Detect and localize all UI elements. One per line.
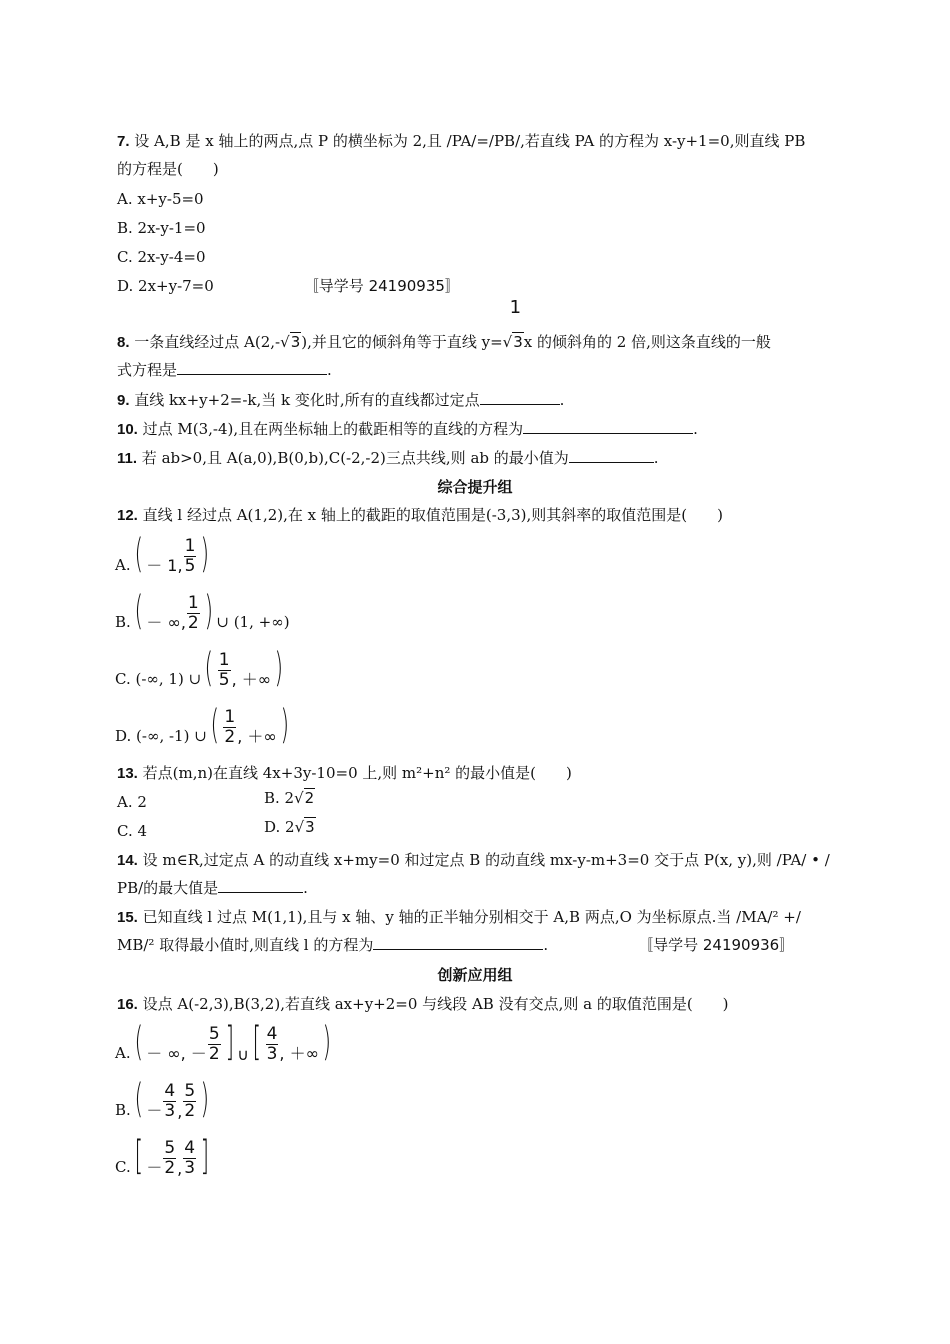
left-bracket: [ <box>252 1019 262 1065</box>
fraction-numerator: 4 <box>266 1024 278 1044</box>
fraction-numerator: 4 <box>184 1138 196 1158</box>
q8-answer-blank[interactable] <box>177 360 327 375</box>
fraction-numerator: 1 <box>187 593 199 613</box>
fraction-numerator: 4 <box>164 1081 176 1101</box>
q13-option-c: C. 4 <box>117 822 148 840</box>
comma: , <box>177 1102 183 1121</box>
q12-option-d-right: , ＋∞ <box>237 727 277 746</box>
q14-number: 14. <box>117 852 138 869</box>
fraction-numerator: 5 <box>184 1081 196 1101</box>
q12-option-c <box>115 646 287 690</box>
q12-option-b-fraction <box>187 594 200 633</box>
left-paren: ( <box>134 588 143 634</box>
q11-stem: 若 ab>0,且 A(a,0),B(0,b),C(-2,-2)三点共线,则 ab 的最小值为 <box>137 449 569 467</box>
q7-stem: 设 A,B 是 x 轴上的两点,点 P 的横坐标为 2,且 /PA/=/PB/,若直线 PA 的方程为 x-y+1=0,则直线 PB <box>129 132 806 150</box>
q10-number: 10. <box>117 421 138 438</box>
right-paren: ) <box>204 588 213 634</box>
q16-line <box>117 994 729 1015</box>
q9-line <box>117 390 564 411</box>
q12-option-d <box>115 703 292 747</box>
q15-stem: 已知直线 l 过点 M(1,1),且与 x 轴、y 轴的正半轴分别相交于 A,B 两点,O 为坐标原点.当 /MA/² +/ <box>137 908 801 926</box>
fraction-numerator: 1 <box>218 650 230 670</box>
right-paren: ) <box>200 531 210 577</box>
q14-line1 <box>117 850 830 871</box>
q12-option-a-fraction <box>184 537 197 576</box>
q16-option-c-fraction-1 <box>163 1139 176 1178</box>
q16-option-b-fraction-1 <box>163 1082 176 1121</box>
q16-option-a <box>115 1020 335 1064</box>
left-paren: ( <box>204 645 214 691</box>
q12-line <box>117 505 723 526</box>
q8-fraction <box>502 297 524 352</box>
q15-line1 <box>117 907 801 928</box>
q16-option-c <box>115 1134 213 1178</box>
fraction-denominator: 5 <box>184 556 196 576</box>
q8-line2-text: 式方程是 <box>117 361 178 379</box>
q13-option-b <box>264 788 315 808</box>
q15-line2-text: MB/² 取得最小值时,则直线 l 的方程为 <box>117 936 374 954</box>
q16-option-b-label: B. <box>115 1101 131 1119</box>
q16-option-c-label: C. <box>115 1158 131 1176</box>
left-paren: ( <box>134 1019 143 1065</box>
q13-stem: 若点(m,n)在直线 4x+3y-10=0 上,则 m²+n² 的最小值是( ) <box>137 764 572 782</box>
q16-number: 16. <box>117 996 138 1013</box>
fraction-denominator: 3 <box>164 1101 176 1121</box>
q8-end: . <box>327 361 332 379</box>
q10-stem: 过点 M(3,-4),且在两坐标轴上的截距相等的直线的方程为 <box>137 420 524 438</box>
q12-option-d-label: D. (-∞, -1) ∪ <box>115 727 207 745</box>
right-paren: ) <box>200 1076 210 1122</box>
q15-answer-blank[interactable] <box>373 935 543 950</box>
q10-answer-blank[interactable] <box>523 419 693 434</box>
q13-number: 13. <box>117 765 138 782</box>
q16-option-a-right: , ＋∞ <box>279 1044 319 1063</box>
q15-end: . <box>543 936 549 954</box>
left-paren: ( <box>134 531 143 577</box>
q13-option-d-sqrt: √3 <box>294 818 315 836</box>
q16-option-b-fraction-2 <box>183 1082 196 1121</box>
fraction-numerator: 5 <box>164 1138 176 1158</box>
q10-line <box>117 419 698 440</box>
fraction-numerator: 1 <box>224 707 236 727</box>
q12-stem: 直线 l 经过点 A(1,2),在 x 轴上的截距的取值范围是(-3,3),则其斜率的取值范围是( ) <box>137 506 723 524</box>
fraction-denominator: 2 <box>164 1158 176 1178</box>
q16-option-b <box>115 1077 213 1121</box>
fraction-numerator: 5 <box>208 1024 220 1044</box>
fraction-denominator: 2 <box>184 1101 196 1121</box>
q13-option-d <box>264 817 316 837</box>
q16-option-a-left: － ∞, － <box>146 1044 207 1063</box>
q7-line2: 的方程是( ) <box>117 160 219 178</box>
q8-fraction-num: 1 <box>509 297 522 318</box>
fraction-denominator: 3 <box>266 1044 278 1064</box>
q12-option-c-fraction <box>218 651 231 690</box>
q8-text-a: 一条直线经过点 A(2,- <box>129 333 281 351</box>
right-paren: ) <box>280 702 289 748</box>
q15-line2 <box>117 935 794 955</box>
q10-end: . <box>693 420 698 438</box>
q15-number: 15. <box>117 909 138 926</box>
q16-option-c-left: － <box>146 1158 163 1177</box>
q7-option-d-text: D. 2x+y-7=0 <box>117 277 214 295</box>
section-heading-2: 创新应用组 <box>437 966 513 984</box>
fraction-denominator: 3 <box>184 1158 196 1178</box>
q16-option-b-left: － <box>146 1101 163 1120</box>
q15-reference: 〚导学号 24190936〛 <box>638 936 795 954</box>
q11-answer-blank[interactable] <box>569 448 654 463</box>
q8-sqrt-b: √3 <box>502 333 523 351</box>
q11-line <box>117 448 659 469</box>
q14-stem: 设 m∈R,过定点 A 的动直线 x+my=0 和过定点 B 的动直线 mx-y-m+3=0 交于点 P(x, y),则 /PA/ • / <box>137 851 830 869</box>
q11-number: 11. <box>117 450 138 467</box>
q12-option-a-left: － 1, <box>146 556 183 575</box>
q12-option-c-right: , ＋∞ <box>231 670 272 689</box>
q9-answer-blank[interactable] <box>480 390 560 405</box>
q7-option-a: A. x+y-5=0 <box>117 190 204 208</box>
right-paren: ) <box>322 1019 332 1065</box>
right-bracket: ] <box>225 1019 234 1065</box>
q8-sqrt-a: √3 <box>280 333 301 351</box>
q7-number: 7. <box>117 133 130 150</box>
q9-end: . <box>559 391 565 409</box>
fraction-denominator: 2 <box>224 727 236 747</box>
q16-option-a-fraction-1 <box>208 1025 221 1064</box>
q8-text-c: x 的倾斜角的 2 倍,则这条直线的一般 <box>523 333 771 351</box>
q8-number: 8. <box>117 334 130 351</box>
q14-answer-blank[interactable] <box>218 878 303 893</box>
q12-option-c-label: C. (-∞, 1) ∪ <box>115 670 202 688</box>
comma: , <box>177 1159 183 1178</box>
q12-option-b-label: B. <box>115 613 131 631</box>
q16-option-a-fraction-2 <box>266 1025 279 1064</box>
fraction-denominator: 2 <box>208 1044 220 1064</box>
q12-option-b-tail: ∪ (1, +∞) <box>216 613 290 631</box>
left-paren: ( <box>134 1076 143 1122</box>
q11-end: . <box>653 449 659 467</box>
q7-option-b: B. 2x-y-1=0 <box>117 219 206 237</box>
q12-option-a-label: A. <box>115 556 131 574</box>
q14-line2 <box>117 878 308 898</box>
q8-text-b: ),并且它的倾斜角等于直线 y= <box>301 333 503 351</box>
q7-reference: 〚导学号 24190935〛 <box>303 277 460 295</box>
q16-option-c-fraction-2 <box>183 1139 196 1178</box>
q8-line2 <box>117 360 332 380</box>
q16-stem: 设点 A(-2,3),B(3,2),若直线 ax+y+2=0 与线段 AB 没有交点,则 a 的取值范围是( ) <box>137 995 729 1013</box>
q7-option-c: C. 2x-y-4=0 <box>117 248 206 266</box>
fraction-denominator: 2 <box>187 613 199 633</box>
q13-option-b-text: B. 2 <box>264 789 295 807</box>
q9-stem: 直线 kx+y+2=-k,当 k 变化时,所有的直线都过定点 <box>129 391 480 409</box>
left-bracket: [ <box>134 1133 143 1179</box>
section-heading-1: 综合提升组 <box>437 478 513 496</box>
q14-end: . <box>303 879 308 897</box>
q16-option-a-label: A. <box>115 1044 131 1062</box>
q12-option-b <box>115 589 290 633</box>
q13-option-b-sqrt: √2 <box>294 789 315 807</box>
left-paren: ( <box>210 702 219 748</box>
q12-option-a <box>115 532 213 576</box>
fraction-numerator: 1 <box>184 536 196 556</box>
q8-line1 <box>117 297 771 353</box>
q13-option-a: A. 2 <box>117 793 147 811</box>
q13-line <box>117 763 572 784</box>
q12-option-d-fraction <box>223 708 236 747</box>
q7-option-d <box>117 276 460 296</box>
right-bracket: ] <box>200 1133 210 1179</box>
q7-line1 <box>117 131 805 152</box>
q9-number: 9. <box>117 392 130 409</box>
q13-option-d-text: D. 2 <box>264 818 295 836</box>
q16-option-a-union: ∪ <box>237 1045 249 1064</box>
fraction-denominator: 5 <box>218 670 230 690</box>
right-paren: ) <box>274 645 284 691</box>
q12-number: 12. <box>117 507 138 524</box>
q12-option-b-left: － ∞, <box>146 613 186 632</box>
q14-line2-text: PB/的最大值是 <box>117 879 219 897</box>
